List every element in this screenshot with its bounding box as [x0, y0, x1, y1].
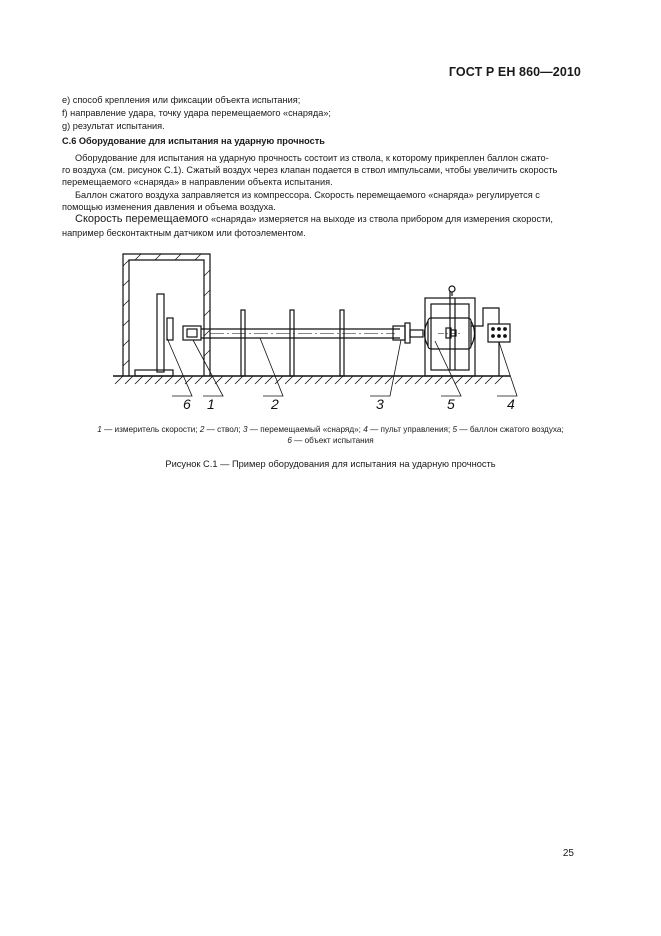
leader-4	[497, 342, 517, 396]
page-number: 25	[562, 848, 574, 859]
paragraph-line	[75, 214, 602, 225]
paragraph-line: го воздуха (см. рисунок С.1). Сжатый воздух через клапан подается в ствол импульсами, чтобы увеличить скорость	[62, 165, 558, 175]
leader-3	[370, 340, 401, 396]
paragraph-line: Оборудование для испытания на ударную прочность состоит из ствола, к которому прикреплен баллон сжато-	[75, 153, 549, 163]
figure-label-6: 6	[183, 396, 191, 412]
paragraph-lead: Скорость перемещаемого	[75, 213, 209, 225]
section-title: С.6 Оборудование для испытания на ударную прочность	[62, 136, 325, 146]
control-panel	[488, 324, 510, 342]
paragraph-line: помощью изменения давления и объема воздуха.	[62, 202, 276, 212]
figure-legend-line2: 6 — объект испытания	[287, 436, 374, 445]
figure-caption: Рисунок С.1 — Пример оборудования для испытания на ударную прочность	[165, 459, 496, 469]
figure-label-4: 4	[507, 396, 515, 412]
paragraph-rest: «снаряда» измеряется на выходе из ствола прибором для измерения скорости,	[208, 214, 553, 224]
figure-label-1: 1	[207, 396, 215, 412]
paragraph-line: например бесконтактным датчиком или фотоэлементом.	[62, 228, 306, 238]
test-enclosure	[123, 254, 210, 376]
figure-legend-line1: 1 — измеритель скорости; 2 — ствол; 3 — перемещаемый «снаряд»; 4 — пульт управления; 5 — баллон сжатого воздуха;	[97, 425, 564, 434]
velocity-meter	[183, 326, 201, 340]
leader-6	[167, 338, 192, 396]
equipment-figure	[95, 246, 520, 416]
list-item-g: g) результат испытания.	[62, 121, 165, 131]
ground-hatch	[115, 376, 503, 384]
figure-label-3: 3	[376, 396, 384, 412]
figure-label-2: 2	[271, 396, 279, 412]
test-object	[157, 294, 164, 372]
paragraph-line: Баллон сжатого воздуха заправляется из компрессора. Скорость перемещаемого «снаряда» регулируется с	[75, 190, 540, 200]
list-item-f: f) направление удара, точку удара перемещаемого «снаряда»;	[62, 108, 331, 118]
document-header: ГОСТ Р ЕН 860—2010	[448, 65, 581, 79]
list-item-e: е) способ крепления или фиксации объекта испытания;	[62, 95, 301, 105]
figure-label-5: 5	[447, 396, 455, 412]
leader-1	[193, 340, 223, 396]
leader-2	[260, 338, 283, 396]
paragraph-line: перемещаемого «снаряда» в направлении объекта испытания.	[62, 177, 333, 187]
